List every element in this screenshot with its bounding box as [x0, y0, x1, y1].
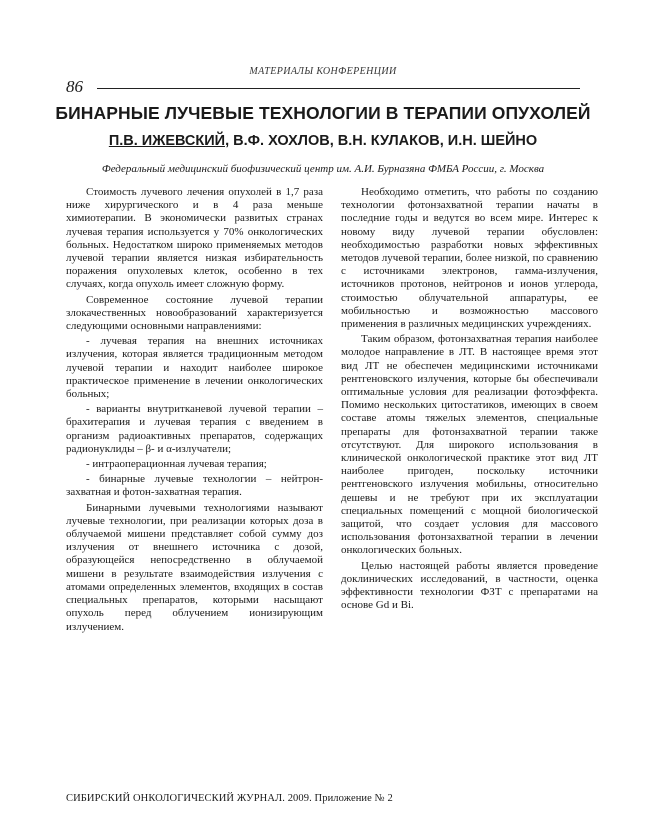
- right-column: [341, 186, 598, 615]
- paragraph: Стоимость лучевого лечения опухолей в 1,7 раза ниже хирургического и в 4 раза меньше химиотерапии. В экономически развитых странах лучевая терапия используется у 70% онкологических больных. Недостатком широко применяемых методов лучевой терапии является низкая избирательность поражения опухолевых клеток, особенно в тех случаях, когда опухоль имеет сложную форму.: [66, 186, 323, 291]
- article-title: БИНАРНЫЕ ЛУЧЕВЫЕ ТЕХНОЛОГИИ В ТЕРАПИИ ОПУХОЛЕЙ: [55, 103, 591, 123]
- list-item: - варианты внутритканевой лучевой терапии – брахитерапия и лучевая терапия с введением в организм радиоактивных препаратов, содержащих радионуклиды – β- и α-излучатели;: [66, 403, 323, 455]
- list-item: - интраоперационная лучевая терапия;: [86, 458, 267, 471]
- paragraph: Таким образом, фотонзахватная терапия наиболее молодое направление в ЛТ. В настоящее время этот вид ЛТ не обеспечен медицинскими источниками рентгеновского излучения, которые бы обеспечивали оптимальные условия для реализации фотоэффекта. Помимо нескольких цитостатиков, имеющих в своем составе атомы тяжелых элементов, специальные препараты для фотонзахватной терапии также отсутствуют. Для широкого использования в клинической онкологической практике этот вид ЛТ наиболее пригоден, поскольку источники рентгеновского излучения мобильны, относительно дешевы и не требуют при их эксплуатации специальных помещений с мощной биологической защитой, что создает условия для массового использования фотонзахватной терапии в лечении онкологических больных.: [341, 333, 598, 557]
- paragraph: Необходимо отметить, что работы по созданию технологии фотонзахватной терапии начаты в последние годы и ведутся во всем мире. Интерес к новому виду лучевой терапии обусловлен: необходимостью разработки новых эффективных методов лучевой терапии, более низкой, по сравнению с источниками электронов, гамма-излучения, источников протонов, нейтронов и ионов углерода, стоимостью облучательной аппаратуры, ее мобильностью и возможностью массового применения в различных медицинских учреждениях.: [341, 186, 598, 331]
- journal-footer: СИБИРСКИЙ ОНКОЛОГИЧЕСКИЙ ЖУРНАЛ. 2009. Приложение № 2: [66, 793, 393, 804]
- affiliation: Федеральный медицинский биофизический центр им. А.И. Бурназяна ФМБА России, г. Москва: [101, 163, 545, 175]
- left-column: [66, 186, 323, 636]
- paragraph: Целью настоящей работы является проведение доклинических исследований, в частности, оценка эффективности технологии ФЗТ с препаратами на основе Gd и Bi.: [341, 559, 598, 612]
- running-head: МАТЕРИАЛЫ КОНФЕРЕНЦИИ: [249, 66, 397, 77]
- first-author: П.В. ИЖЕВСКИЙ,: [108, 133, 230, 149]
- page-number: 86: [66, 77, 83, 96]
- co-authors: В.Ф. ХОХЛОВ, В.Н. КУЛАКОВ, И.Н. ШЕЙНО: [229, 133, 538, 149]
- paragraph: Бинарными лучевыми технологиями называют лучевые технологии, при реализации которых доза в облучаемой мишени представляет собой сумму доз излучения от внешнего источника с дозой, образующейся непосредственно в облучаемой мишени в результате взаимодействия излучения с атомами определенных элементов, входящих в состав специальных препаратов, которыми насыщают опухоль перед облучением ионизирующим излучением.: [66, 501, 323, 633]
- list-item: - лучевая терапия на внешних источниках излучения, которая является традиционным методом лучевой терапии и находит наиболее широкое практическое применение в лечении онкологических больных;: [66, 335, 323, 401]
- list-item: - бинарные лучевые технологии – нейтрон-захватная и фотон-захватная терапия.: [66, 473, 323, 499]
- header-rule: [97, 88, 580, 89]
- author-list: [0, 133, 646, 149]
- paragraph: Современное состояние лучевой терапии злокачественных новообразований характеризуется следующими основными направлениями:: [66, 293, 323, 333]
